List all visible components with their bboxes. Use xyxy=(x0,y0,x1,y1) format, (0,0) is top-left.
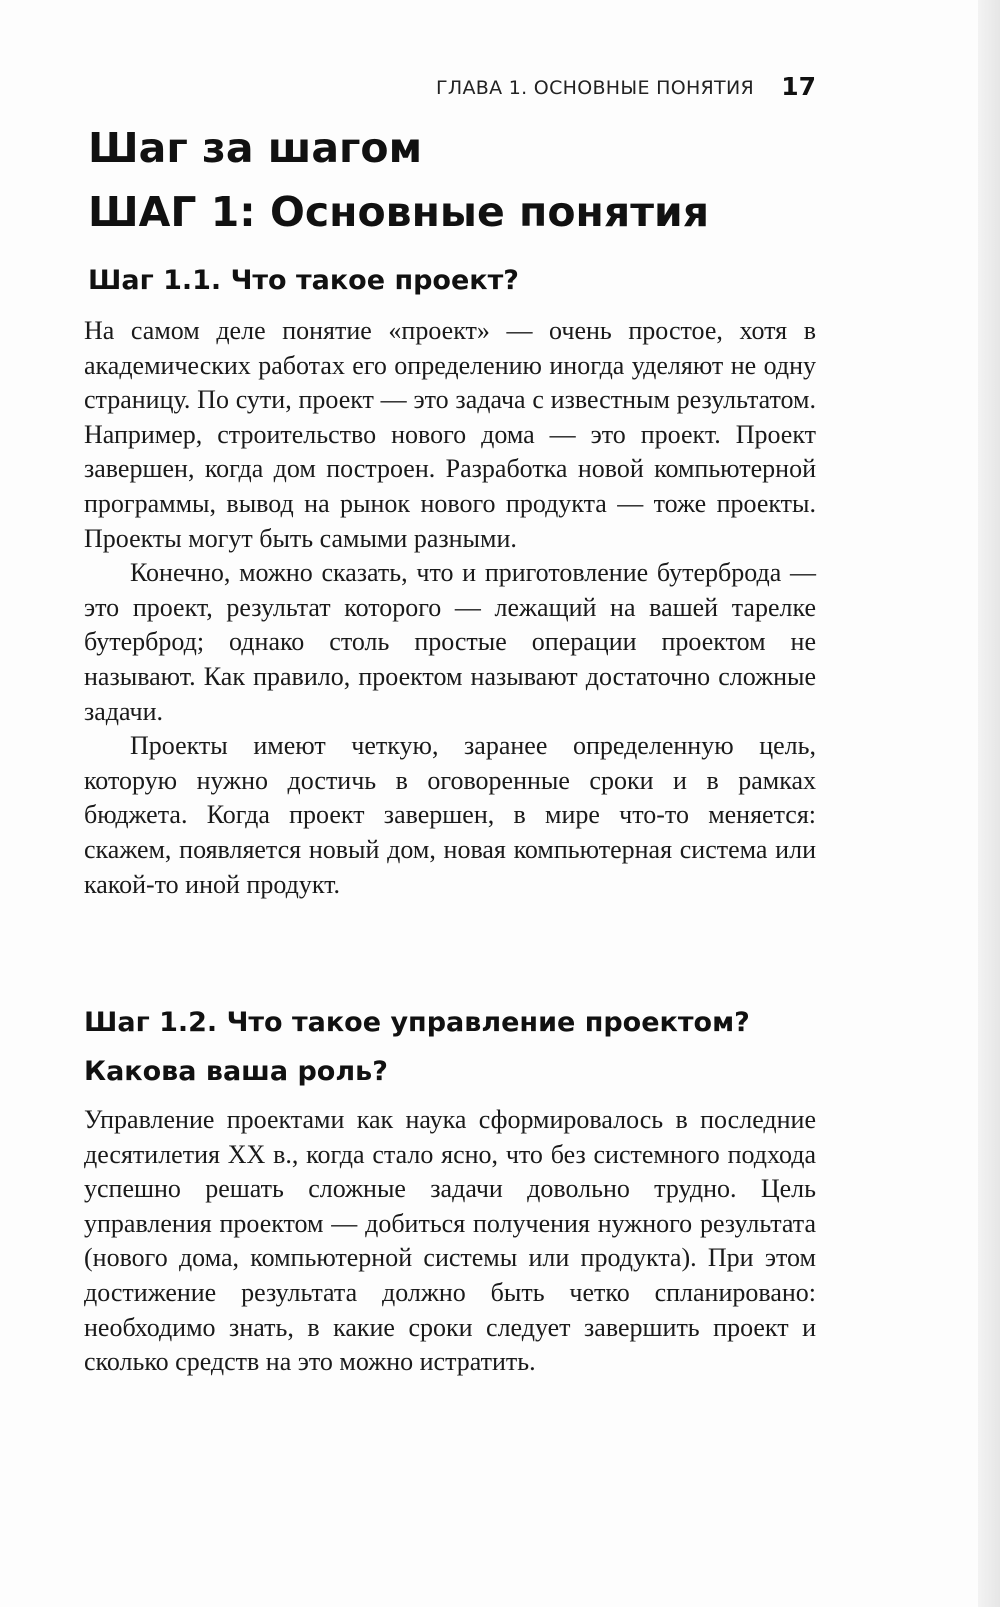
page-number: 17 xyxy=(781,72,816,101)
section-1-1-title xyxy=(88,256,519,305)
running-head xyxy=(436,72,816,102)
chapter-title: ГЛАВА 1. ОСНОВНЫЕ ПОНЯТИЯ xyxy=(436,77,754,99)
paragraph: Конечно, можно сказать, что и приготовление бутерброда — это проект, результат которого — лежащий на вашей тарелке бутерброд; однако столь простые операции проектом не называют. Как правило, проектом называют достаточно сложные задачи. xyxy=(84,558,816,726)
paragraph: На самом деле понятие «проект» — очень простое, хотя в академических работах его определению иногда уделяют не одну страницу. По сути, проект — это задача с известным результатом. Например, строительство нового дома — это проект. Проект завершен, когда дом построен. Разработка новой компьютерной программы, вывод на рынок нового продукта — тоже проекты. Проекты могут быть самыми разными. xyxy=(84,316,816,553)
section-1-1-body xyxy=(84,314,816,902)
paragraph: Проекты имеют четкую, заранее определенную цель, которую нужно достичь в оговоренные сроки и в рамках бюджета. Когда проект завершен, в мире что-то меняется: скажем, появляется новый дом, новая компьютерная система или какой-то иной продукт. xyxy=(84,731,816,899)
headline-line-2: ШАГ 1: Основные понятия xyxy=(88,188,710,236)
headline-line-1: Шаг за шагом xyxy=(88,124,423,172)
section-1-2-body xyxy=(84,1103,816,1380)
page-headline xyxy=(88,116,709,244)
section-title-line: Шаг 1.2. Что такое управление проектом? xyxy=(84,1007,750,1038)
paragraph: Управление проектами как наука сформировалось в последние десятилетия XX в., когда стало ясно, что без системного подхода успешно решать сложные задачи довольно трудно. Цель управления проектом — добиться получения нужного результата (нового дома, компьютерной системы или продукта). При этом достижение результата должно быть четко спланировано: необходимо знать, в какие сроки следует завершить проект и сколько средств на это можно истратить. xyxy=(84,1105,816,1377)
section-title-line: Шаг 1.1. Что такое проект? xyxy=(88,265,519,296)
section-1-2-title xyxy=(84,998,750,1096)
section-title-line: Какова ваша роль? xyxy=(84,1056,388,1087)
page-edge xyxy=(978,0,1000,1607)
